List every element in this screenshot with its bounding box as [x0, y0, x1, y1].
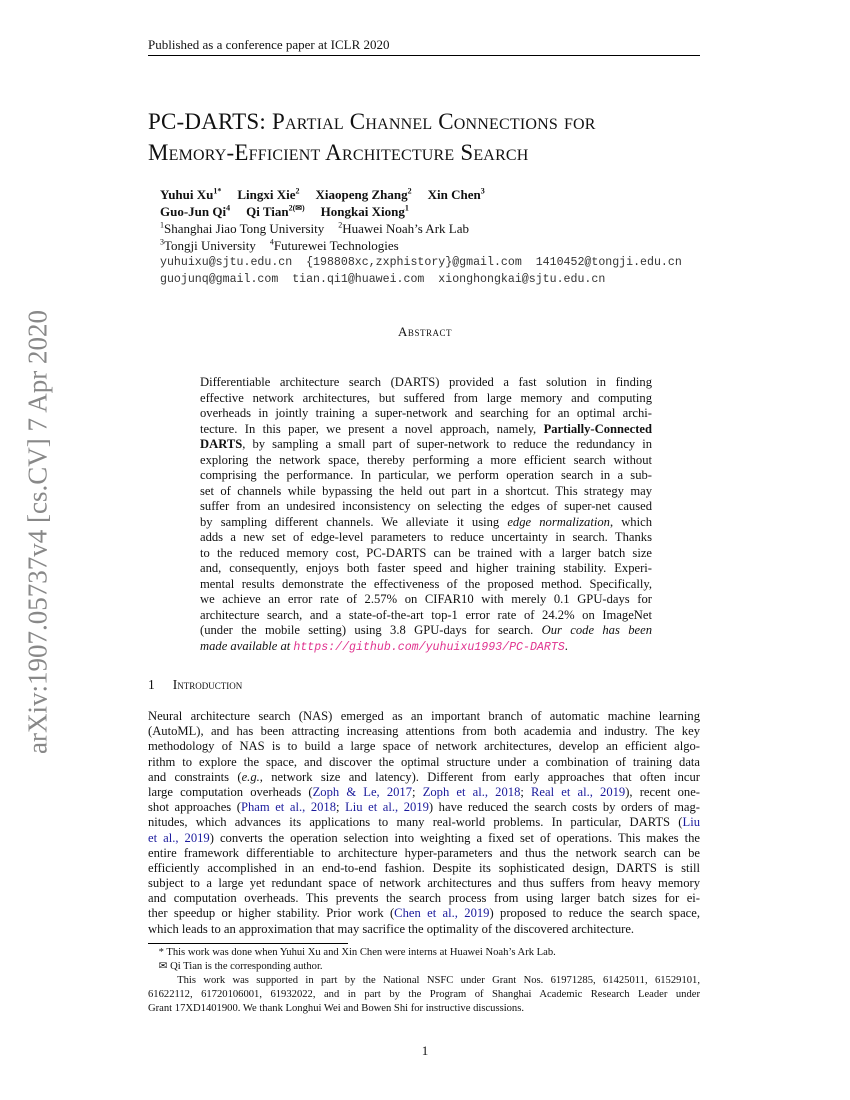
- text-line: [148, 946, 700, 960]
- author-name: [321, 204, 409, 219]
- citation-link[interactable]: Chen et al., 2019: [394, 906, 490, 921]
- text-line: [148, 770, 700, 785]
- text-line: [148, 831, 700, 846]
- text-line: [200, 608, 652, 624]
- superscript: 3: [160, 237, 164, 247]
- text-line: [148, 739, 700, 754]
- text-line: [200, 592, 652, 608]
- title-line: PC-DARTS: Partial Channel Connections for: [148, 109, 596, 134]
- arxiv-stamp: arXiv:1907.05737v4 [cs.CV] 7 Apr 2020: [22, 310, 53, 754]
- text: Lingxi Xie: [237, 187, 296, 202]
- text-span: This work was supported in part by the National NSFC under Grant Nos. 61971285, 61425011, 61529101,: [148, 975, 700, 986]
- text-span: mental results demonstrate the effectiveness of the proposed method. Specifically,: [200, 576, 652, 591]
- text-line: [200, 453, 652, 469]
- affiliation: [160, 221, 324, 236]
- text-line: [200, 515, 652, 531]
- section-heading: [148, 677, 242, 693]
- citation-link[interactable]: Liu et al., 2019: [345, 800, 429, 815]
- text-line: [148, 785, 700, 800]
- text-span: adds a new set of edge-level parameters to reduce uncertainty in search. Thanks: [200, 530, 652, 544]
- text-line: [200, 561, 652, 577]
- title-line: Memory-Efficient Architecture Search: [148, 140, 529, 165]
- text: Guo-Jun Qi: [160, 204, 227, 219]
- superscript: 4: [226, 203, 231, 213]
- text-span: set of channels while bypassing the held out part in a shortcut. This strategy may: [200, 483, 652, 498]
- text-line: [200, 422, 652, 438]
- superscript: 1*: [213, 186, 222, 196]
- text: Shanghai Jiao Tong University: [164, 221, 325, 236]
- text-span: to the reduced memory cost, PC-DARTS can be trained with a larger batch size: [200, 545, 652, 560]
- footnotes: [148, 946, 700, 1016]
- text-line: [200, 437, 652, 453]
- superscript: 2(✉): [288, 203, 305, 213]
- text: Xin Chen: [427, 187, 481, 202]
- text-span: * This work was done when Yuhui Xu and Xin Chen were interns at Huawei Noah’s Ark Lab.: [148, 947, 556, 958]
- text-line: [200, 577, 652, 593]
- text-span: by sampling different channels. We alleviate it using: [200, 514, 508, 529]
- citation-link[interactable]: Real et al., 2019: [531, 784, 626, 799]
- author-name: [246, 204, 305, 219]
- text-span: ), recent one-: [625, 784, 700, 799]
- page-number: 1: [421, 1043, 429, 1058]
- text-span: (AutoML), and has been attracting increasing attentions from both academia and industry. The key: [148, 724, 700, 739]
- citation-link[interactable]: Zoph & Le, 2017: [312, 784, 413, 799]
- footnote-rule: [148, 943, 348, 944]
- citation-link[interactable]: et al., 2019: [148, 830, 210, 845]
- text-line: [148, 876, 700, 891]
- text-span: we achieve an error rate of 2.57% on CIFAR10 with merely 0.1 GPU-days for: [200, 592, 652, 606]
- superscript: 2: [338, 220, 343, 230]
- abstract-heading: Abstract: [398, 324, 452, 339]
- text-span: nitudes, which advances its applications to many real-world problems. In particular, DARTS (: [148, 815, 683, 830]
- text-span: e.g.: [241, 769, 260, 784]
- text-line: [148, 891, 700, 906]
- text-line: [148, 800, 700, 815]
- affiliation: [338, 221, 469, 236]
- citation-link[interactable]: Zoph et al., 2018: [422, 784, 521, 799]
- text-line: [148, 709, 700, 724]
- text-span: ;: [336, 800, 346, 815]
- text-span: ) have reduced the search costs by orders of mag-: [428, 800, 700, 815]
- text-line: [148, 960, 700, 974]
- text-span: and computation overheads. This prevents the search process from using larger batch sizes for ei-: [148, 891, 700, 906]
- text-line: [200, 530, 652, 546]
- header-rule: [148, 55, 700, 56]
- text-line: [200, 499, 652, 515]
- superscript: 4: [269, 237, 274, 247]
- text-span: rithm to explore the space, and discover the optimal structure under a combination of training data: [148, 754, 700, 769]
- text-line: [148, 906, 700, 921]
- text-span: effective network architectures, but suffered from large memory and computing: [200, 390, 652, 405]
- text-line: [200, 484, 652, 500]
- text-span: .: [564, 638, 568, 653]
- text-line: [200, 406, 652, 422]
- text-span: edge normalization: [507, 514, 610, 529]
- text-line: [148, 861, 700, 876]
- code-url-link[interactable]: https://github.com/yuhuixu1993/PC-DARTS: [293, 640, 565, 654]
- text-line: [148, 922, 700, 937]
- text: Tongji University: [164, 238, 256, 253]
- text-line: [148, 974, 700, 988]
- text-line: [200, 623, 652, 639]
- paper-title: [148, 106, 596, 168]
- emails-row: yuhuixu@sjtu.edu.cn {198808xc,zxphistory}@gmail.com 1410452@tongji.edu.cn: [160, 256, 682, 269]
- text-span: comprising the performance. In particular, we perform operation search in a sub-: [200, 468, 652, 482]
- author-name: [428, 187, 485, 202]
- text-span: ;: [412, 784, 423, 799]
- superscript: 1: [404, 203, 409, 213]
- section-number: 1: [148, 677, 155, 692]
- text-span: efficiently accomplished in an end-to-end fashion. Despite its sophisticated design, DARTS is still: [148, 860, 700, 875]
- text: Futurewei Technologies: [273, 238, 399, 253]
- text-span: and constraints (: [148, 769, 242, 784]
- abstract-body: [200, 375, 652, 654]
- affiliation-row: [160, 220, 682, 237]
- author-block: [160, 186, 682, 288]
- running-header: Published as a conference paper at ICLR 2020: [148, 37, 390, 52]
- text-line: [148, 988, 700, 1002]
- text-span: Differentiable architecture search (DARTS) provided a fast solution in finding: [200, 375, 652, 389]
- superscript: 2: [295, 186, 300, 196]
- text-span: ) proposed to reduce the search space,: [489, 906, 700, 921]
- text-span: Neural architecture search (NAS) emerged as an important branch of automatic machine learning: [148, 709, 700, 723]
- affiliation-row: [160, 237, 682, 254]
- text-line: [200, 375, 652, 391]
- text-span: ) converts the operation selection into weighting a fixed set of operations. This makes the: [209, 830, 700, 845]
- text-span: entire framework differentiable to architecture hyper-parameters and thus the network search can be: [148, 845, 700, 860]
- intro-body: [148, 709, 700, 937]
- text-span: and, consequently, enjoys both faster speed and higher training stability. Experi-: [200, 561, 652, 575]
- emails-row: guojunq@gmail.com tian.qi1@huawei.com xionghongkai@sjtu.edu.cn: [160, 273, 606, 286]
- text-span: made available at: [200, 638, 294, 653]
- text-span: Grant 17XD1401900. We thank Longhui Wei and Bowen Shi for instructive discussions.: [148, 1003, 524, 1014]
- affiliation: [160, 238, 256, 253]
- text-line: [148, 755, 700, 770]
- text-span: , network size and latency). Different from early approaches that often incur: [259, 769, 700, 784]
- text: Qi Tian: [246, 204, 289, 219]
- text-line: [148, 815, 700, 830]
- text-span: shot approaches (: [148, 800, 241, 815]
- text-span: Partially-Connected: [543, 421, 652, 436]
- text-line: [200, 546, 652, 562]
- text-span: exploring the network space, thereby performing a more efficient search without: [200, 452, 652, 467]
- text-span: overheads in jointly training a super-network and searching for an optimal archi-: [200, 406, 652, 420]
- text-span: large computation overheads (: [148, 784, 313, 799]
- text-span: Our code has been: [541, 623, 652, 637]
- text-span: subject to a large yet redundant space of network architectures and thus suffers from heavy memory: [148, 876, 700, 891]
- author-row: [160, 186, 682, 203]
- text-span: which leads to an approximation that may sacrifice the optimality of the discovered architecture.: [148, 921, 635, 936]
- text-span: , which: [609, 514, 652, 529]
- text-line: [148, 724, 700, 739]
- citation-link[interactable]: Liu: [682, 815, 700, 830]
- text-span: tecture. In this paper, we present a novel approach, namely,: [200, 421, 544, 436]
- text-span: , by sampling a small part of super-network to reduce the redundancy in: [242, 437, 652, 451]
- author-name: [237, 187, 299, 202]
- author-name: [160, 204, 230, 219]
- superscript: 1: [160, 220, 164, 230]
- text-span: suffer from an undesired inconsistency on selecting the edges of super-net caused: [200, 499, 652, 513]
- author-row: [160, 203, 682, 220]
- text-span: ;: [520, 784, 532, 799]
- text-line: [148, 1002, 700, 1016]
- text: Huawei Noah’s Ark Lab: [342, 221, 469, 236]
- text-line: [200, 391, 652, 407]
- author-name: [316, 187, 412, 202]
- text: Yuhui Xu: [160, 187, 214, 202]
- text-line: [200, 639, 652, 655]
- text-line: [148, 846, 700, 861]
- text: Hongkai Xiong: [320, 204, 405, 219]
- text-line: [200, 468, 652, 484]
- superscript: 2: [407, 186, 412, 196]
- citation-link[interactable]: Pham et al., 2018: [240, 800, 337, 815]
- text-span: architecture search, and a state-of-the-art top-1 error rate of 24.2% on ImageNet: [200, 607, 652, 622]
- text-span: DARTS: [200, 437, 243, 451]
- text-span: ✉ Qi Tian is the corresponding author.: [148, 961, 323, 972]
- text: Xiaopeng Zhang: [315, 187, 408, 202]
- text-span: methodology of NAS is to build a large space of network architectures, develop an efficient algo-: [148, 739, 700, 754]
- text-span: 61622112, 61720106001, 61932022, and in part by the Program of Shanghai Academic Research Leader under: [148, 989, 700, 1000]
- section-title: Introduction: [172, 677, 243, 692]
- author-name: [160, 187, 221, 202]
- text-span: (under the mobile setting) using 3.8 GPU-days for search.: [200, 623, 542, 637]
- text-span: ther speedup or higher stability. Prior work (: [148, 906, 395, 921]
- superscript: 3: [480, 186, 485, 196]
- affiliation: [270, 238, 399, 253]
